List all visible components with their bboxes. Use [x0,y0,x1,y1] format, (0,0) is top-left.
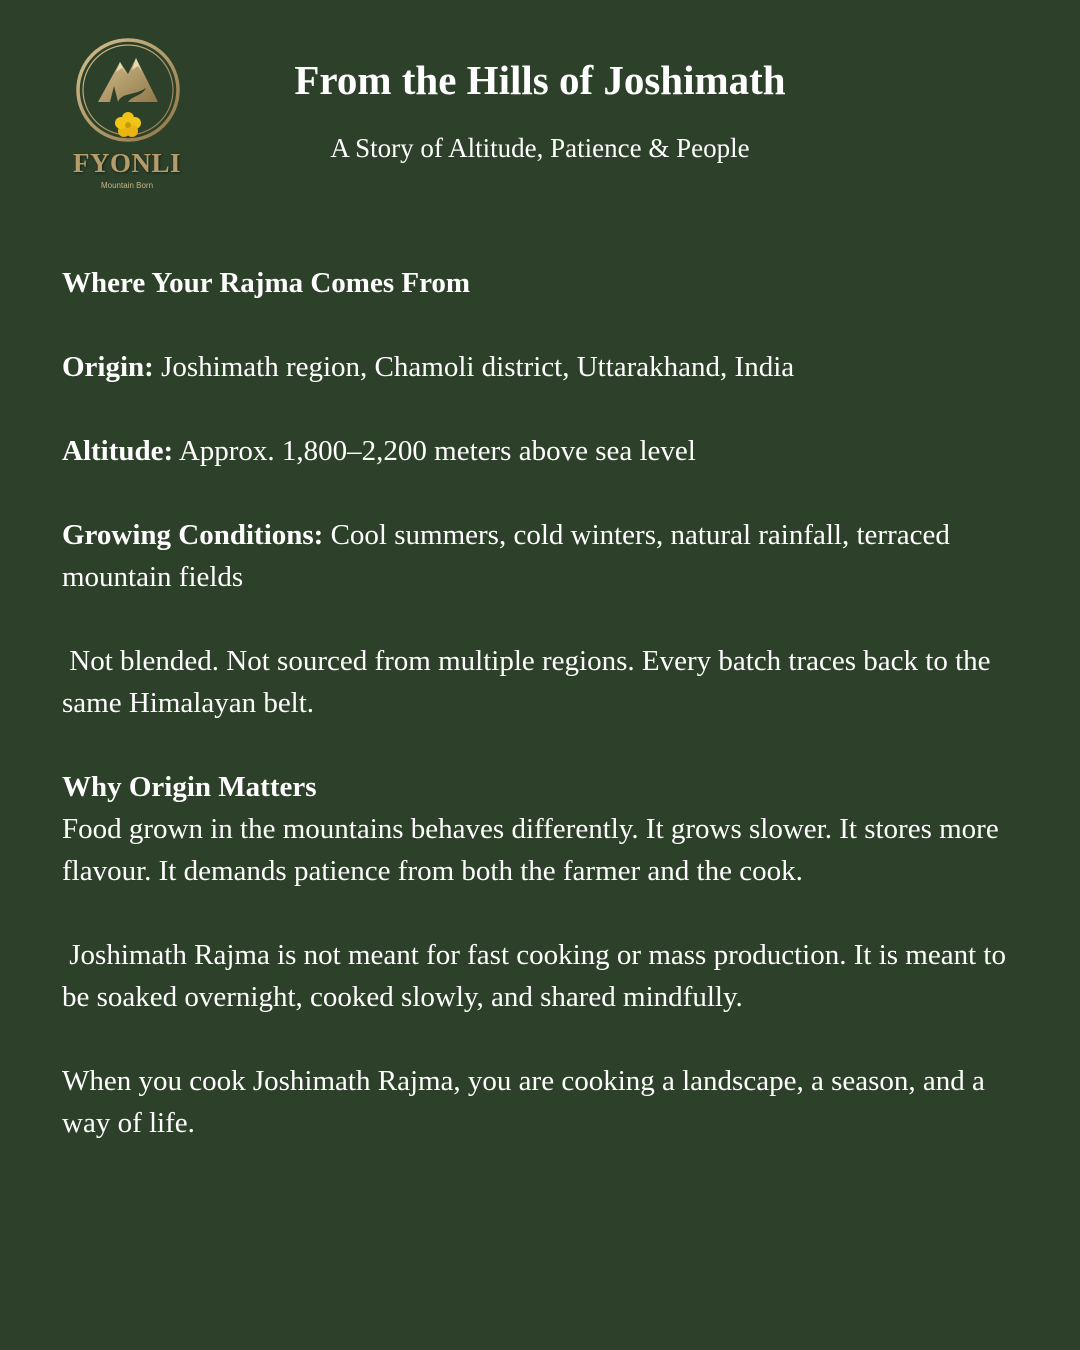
closing-paragraph: When you cook Joshimath Rajma, you are cooking a landscape, a season, and a way of life. [62,1065,985,1139]
section-heading-why [62,766,1037,808]
origin-line [62,346,1037,388]
conditions-line [62,514,1037,598]
origin-value: Joshimath region, Chamoli district, Uttarakhand, India [153,351,795,383]
page-title-text: From the Hills of Joshimath [294,57,786,103]
section-heading-where [62,262,1037,304]
conditions-label: Growing Conditions: [62,519,324,551]
article-body [62,262,1037,1186]
purpose-paragraph: Joshimath Rajma is not meant for fast cooking or mass production. It is meant to be soaked overnight, cooked slowly, and shared mindfully. [62,939,1006,1013]
altitude-value: Approx. 1,800–2,200 meters above sea level [173,435,696,467]
altitude-line [62,430,1037,472]
altitude-label: Altitude: [62,435,174,467]
why-body-paragraph: Food grown in the mountains behaves differently. It grows slower. It stores more flavour. It demands patience from both the farmer and the cook. [62,813,999,887]
heading-text: Why Origin Matters [62,771,317,803]
heading-text: Where Your Rajma Comes From [62,267,471,299]
origin-label: Origin: [62,351,154,383]
not-blended-paragraph: Not blended. Not sourced from multiple regions. Every batch traces back to the same Himalayan belt. [62,645,991,719]
page-title [0,56,1080,104]
brand-logo [62,30,192,195]
page-subtitle: A Story of Altitude, Patience & People [330,133,750,163]
conditions-value: Cool summers, cold winters, natural rainfall, terraced mountain fields [62,519,950,593]
brand-tagline: Mountain Born [100,181,154,190]
brand-name: FYONLI [72,148,181,178]
